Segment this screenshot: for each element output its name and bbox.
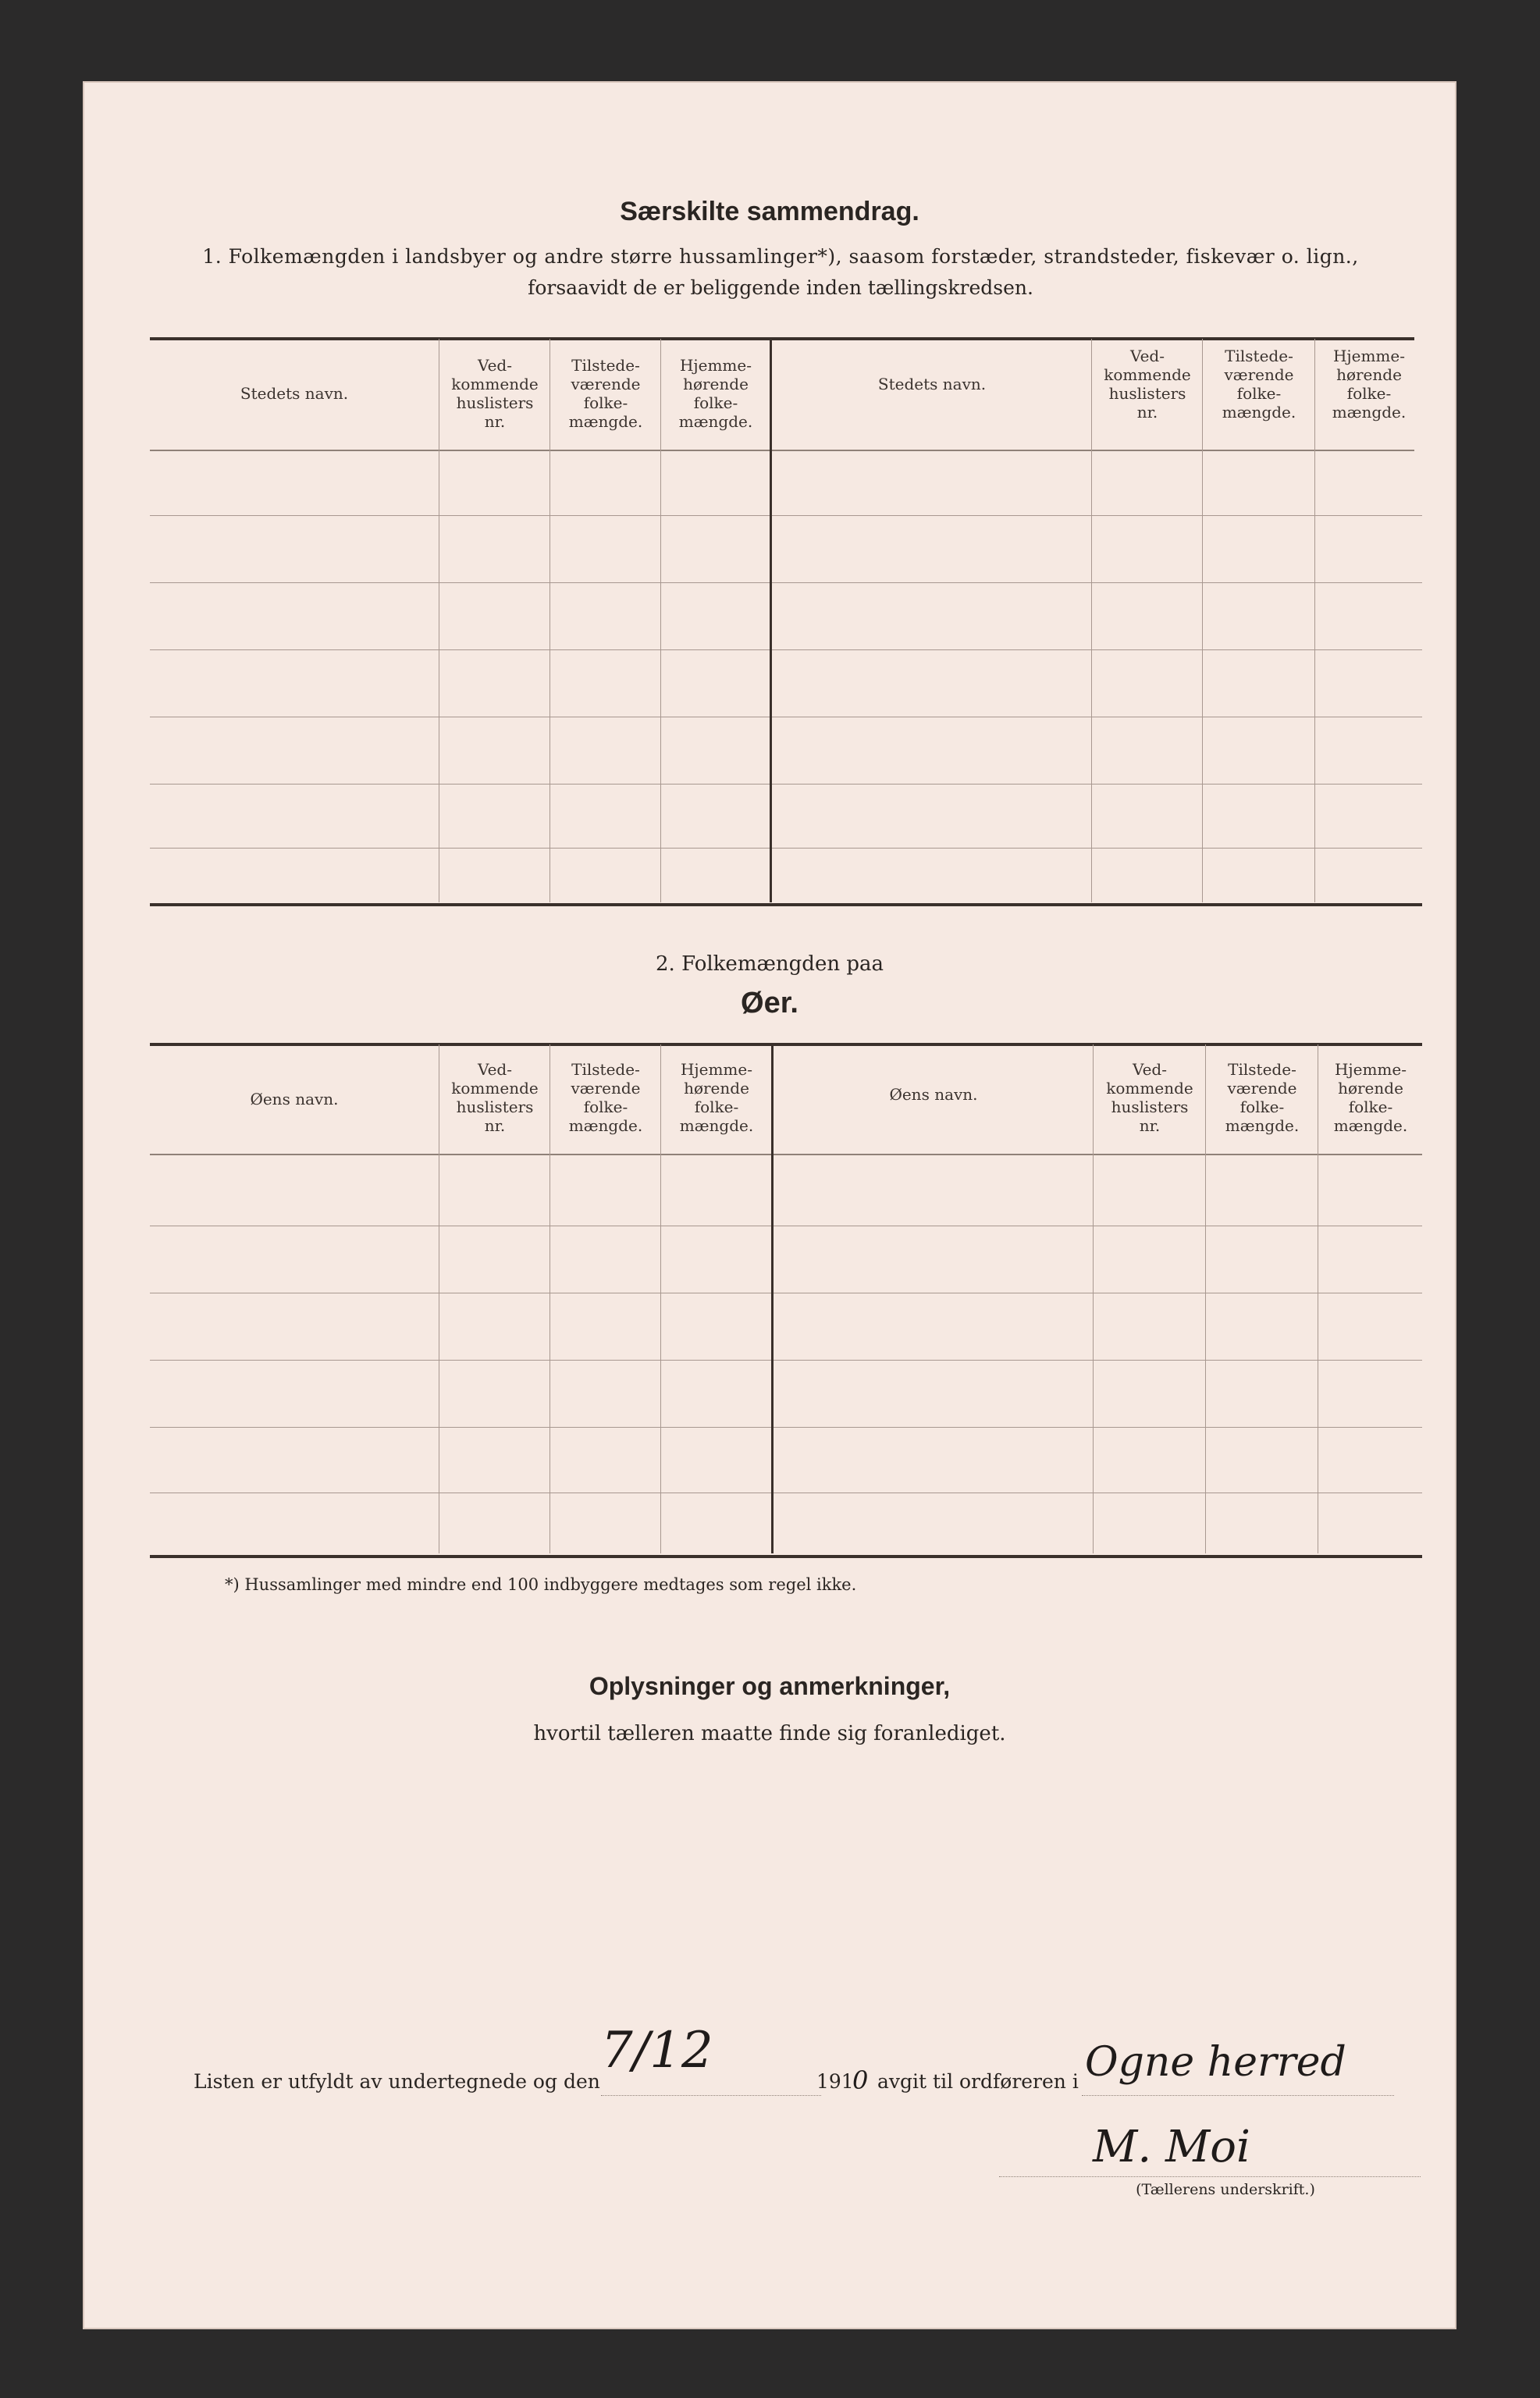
- table-row-rule: [150, 582, 1422, 583]
- completion-statement-middle: avgit til ordføreren i: [877, 2070, 1079, 2093]
- table-row-rule: [150, 1427, 1422, 1428]
- col-header-present-population: Tilstede- værende folke- mængde.: [568, 356, 643, 431]
- col-header-resident-population: Hjemme- hørende folke- mængde.: [679, 1060, 754, 1135]
- col-header-resident-population: Hjemme- hørende folke- mængde.: [678, 356, 753, 431]
- col-header-island-name: Øens navn.: [250, 1090, 339, 1108]
- table-column-rule: [660, 1044, 661, 1553]
- table-column-rule: [660, 339, 661, 902]
- table-row-rule: [150, 649, 1422, 650]
- col-header-household-list-nr: Ved- kommende huslisters nr.: [451, 1060, 539, 1135]
- remarks-title: Oplysninger og anmerkninger,: [589, 1672, 951, 1700]
- municipality-handwritten: Ogne herred: [1085, 2039, 1346, 2086]
- date-dotted-line: [601, 2095, 821, 2096]
- table-column-rule: [1093, 1044, 1094, 1553]
- section2-intro: 2. Folkemængden paa: [656, 952, 884, 976]
- table-top-rule: [150, 1043, 1422, 1046]
- table-bottom-rule: [150, 903, 1422, 906]
- completion-date: 7/12: [601, 2022, 713, 2080]
- col-header-present-population: Tilstede- værende folke- mængde.: [568, 1060, 643, 1135]
- enumerator-signature: M. Moi: [1093, 2122, 1250, 2172]
- col-header-resident-population-right: Hjemme- hørende folke- mængde.: [1333, 1060, 1408, 1135]
- col-header-place-name-right: Stedets navn.: [877, 375, 987, 393]
- footnote: *) Hussamlinger med mindre end 100 indbyggere medtages som regel ikke.: [225, 1575, 857, 1594]
- table-column-rule: [1091, 339, 1092, 902]
- table-column-rule: [1314, 339, 1315, 902]
- table-row-rule: [150, 1360, 1422, 1361]
- completion-statement-prefix: Listen er utfyldt av undertegnede og den: [194, 2070, 600, 2093]
- table-center-divider: [770, 339, 772, 902]
- col-header-household-list-nr: Ved- kommende huslisters nr.: [451, 356, 539, 431]
- col-header-household-list-nr-right: Ved- kommende huslisters nr.: [1106, 1060, 1193, 1135]
- year-printed: 191: [816, 2070, 854, 2093]
- section-title: Særskilte sammendrag.: [620, 197, 919, 226]
- signature-label: (Tællerens underskrift.): [1136, 2181, 1315, 2198]
- section2-heading: Øer.: [741, 987, 798, 1019]
- table-row-rule: [150, 784, 1422, 785]
- table-column-rule: [549, 1044, 550, 1553]
- remarks-subtitle: hvortil tælleren maatte finde sig foranlediget.: [533, 1722, 1006, 1745]
- municipality-dotted-line: [1082, 2095, 1394, 2096]
- year-handwritten: 0: [852, 2065, 869, 2095]
- col-header-present-population-right: Tilstede- værende folke- mængde.: [1222, 347, 1296, 422]
- table-column-rule: [1205, 1044, 1206, 1553]
- table-column-rule: [1202, 339, 1203, 902]
- table-header-rule: [150, 1154, 1422, 1155]
- col-header-resident-population-right: Hjemme- hørende folke- mængde.: [1332, 347, 1407, 422]
- table-row-rule: [150, 848, 1422, 849]
- table-center-divider: [771, 1044, 774, 1553]
- table-bottom-rule: [150, 1555, 1422, 1558]
- col-header-present-population-right: Tilstede- værende folke- mængde.: [1225, 1060, 1300, 1135]
- col-header-place-name: Stedets navn.: [240, 384, 349, 403]
- signature-dotted-line: [999, 2176, 1421, 2177]
- section1-intro-line2: forsaavidt de er beliggende inden tællingskredsen.: [528, 276, 1033, 299]
- col-header-island-name-right: Øens navn.: [889, 1085, 978, 1104]
- table-top-rule: [150, 337, 1414, 340]
- section1-intro-line1: 1. Folkemængden i landsbyer og andre større hussamlinger*), saasom forstæder, strandsteder, fiskevær o. lign.,: [202, 245, 1359, 268]
- col-header-household-list-nr-right: Ved- kommende huslisters nr.: [1104, 347, 1191, 422]
- table-row-rule: [150, 515, 1422, 516]
- table-header-rule: [150, 450, 1414, 451]
- table-column-rule: [549, 339, 550, 902]
